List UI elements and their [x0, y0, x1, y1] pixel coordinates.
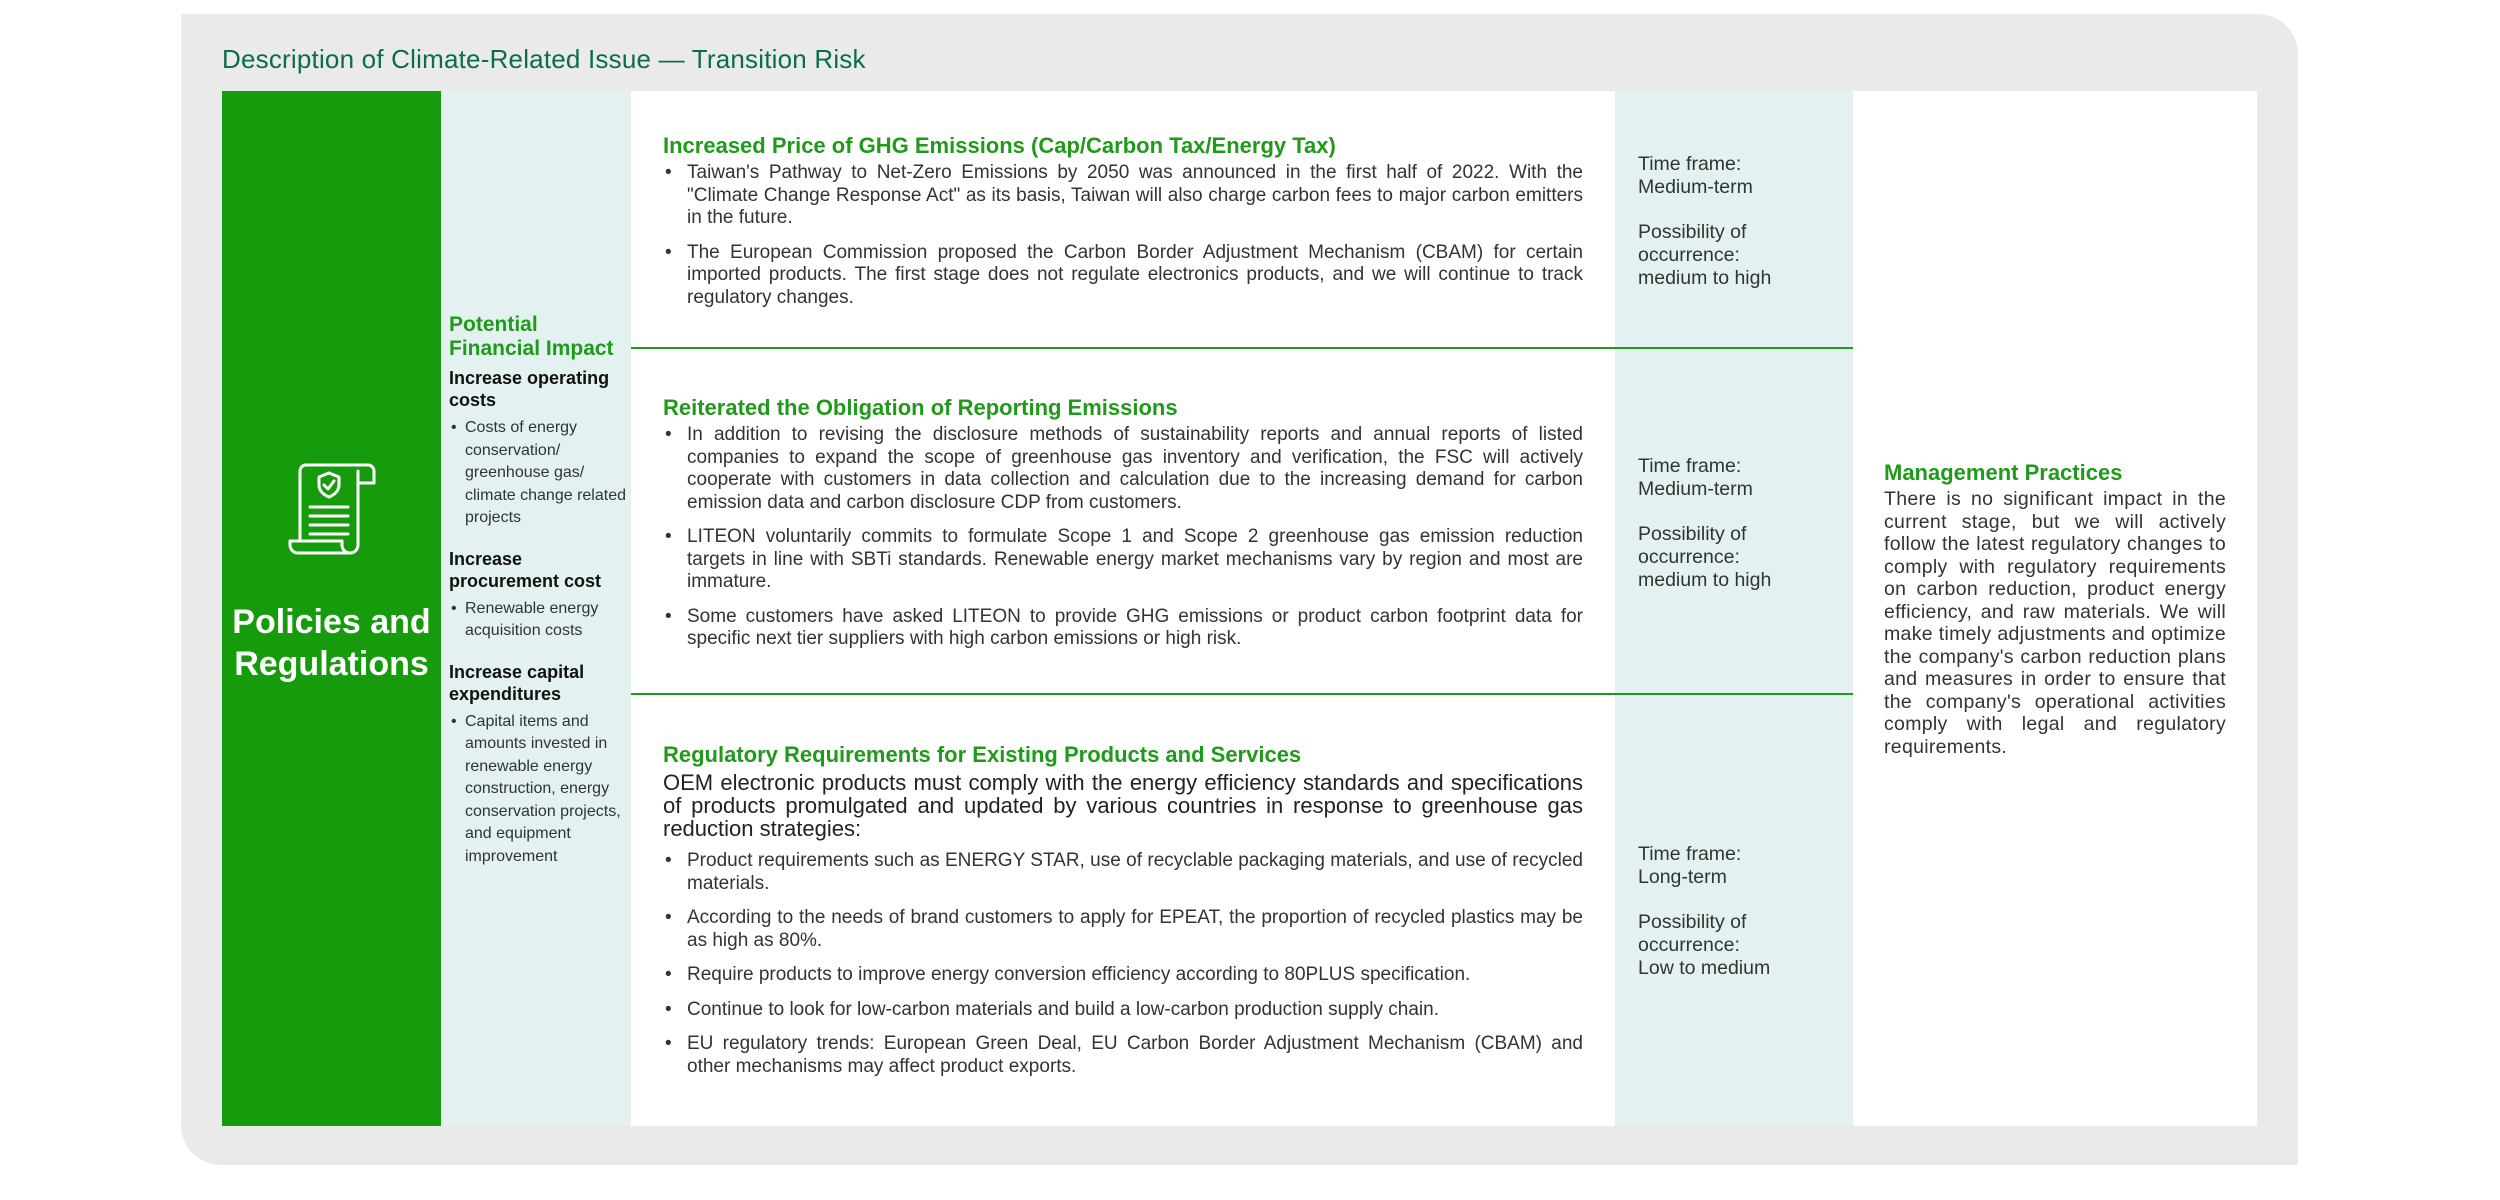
page-title: Description of Climate-Related Issue — Transition Risk — [222, 44, 866, 74]
time-frame-label: Time frame: — [1638, 843, 1742, 865]
impact-list — [449, 417, 627, 530]
risk-bullets — [663, 162, 1583, 309]
risk-bullet: • Some customers have asked LITEON to provide GHG emissions or product carbon footprint data for specific next tier suppliers with high carbon emissions or high risk. — [663, 606, 1583, 651]
time-frame-label: Time frame: — [1638, 455, 1742, 477]
risk-bullet: • According to the needs of brand customers to apply for EPEAT, the proportion of recycled plastics may be as high as 80%. — [663, 907, 1583, 952]
possibility-value: medium to high — [1638, 267, 1772, 289]
risk-block — [663, 133, 1583, 321]
category-label: Policies and Regulations — [232, 603, 431, 683]
possibility-label: Possibility of occurrence: — [1638, 911, 1747, 956]
risk-bullet: • EU regulatory trends: European Green Deal, EU Carbon Border Adjustment Mechanism (CBAM) and other mechanisms may affect product exports. — [663, 1033, 1583, 1078]
impact-item: • Renewable energy acquisition costs — [449, 598, 627, 643]
risk-timeframe — [1638, 153, 1838, 290]
time-frame-value: Medium-term — [1638, 478, 1753, 500]
management-title: Management Practices — [1884, 460, 2123, 485]
impact-column — [441, 91, 631, 1126]
risk-bullet: • Require products to improve energy conversion efficiency according to 80PLUS specification. — [663, 964, 1583, 987]
impact-group-title: Increase capital expenditures — [449, 661, 585, 704]
impact-group-title: Increase operating costs — [449, 368, 610, 410]
possibility-value: medium to high — [1638, 569, 1772, 591]
impact-group-title: Increase procurement cost — [449, 548, 602, 591]
row-divider — [631, 693, 1853, 695]
risk-bullet: • Continue to look for low-carbon materials and build a low-carbon production supply chain. — [663, 999, 1583, 1022]
risk-timeframe — [1638, 843, 1838, 980]
impact-item: • Capital items and amounts invested in renewable energy construction, energy conservation projects, and equipment improvement — [449, 711, 627, 869]
policy-document-shield-icon — [288, 461, 378, 557]
management-block — [1884, 460, 2226, 758]
risk-bullets — [663, 424, 1583, 651]
risk-bullet: • In addition to revising the disclosure methods of sustainability reports and annual reports of listed companies to expand the scope of greenhouse gas inventory and verification, the FSC will actively cooperate with customers in data collection and calculation due to the increasing demand for carbon emission data and carbon disclosure CDP from customers. — [663, 424, 1583, 514]
possibility-label: Possibility of occurrence: — [1638, 523, 1747, 568]
risk-block — [663, 742, 1583, 1090]
risk-bullets — [663, 850, 1583, 1078]
risk-title: Regulatory Requirements for Existing Products and Services — [663, 742, 1302, 767]
impact-heading: Potential Financial Impact — [449, 313, 614, 360]
time-frame-label: Time frame: — [1638, 153, 1742, 175]
risk-timeframe — [1638, 455, 1838, 592]
risk-intro: OEM electronic products must comply with the energy efficiency standards and specifications of products promulgated and updated by various countries in response to greenhouse gas reduction strategies: — [663, 770, 1583, 841]
risk-bullet: • Taiwan's Pathway to Net-Zero Emissions by 2050 was announced in the first half of 2022. With the "Climate Change Response Act" as its basis, Taiwan will also charge carbon fees to major carbon emitters in the future. — [663, 162, 1583, 230]
risk-block — [663, 395, 1583, 663]
possibility-value: Low to medium — [1638, 957, 1771, 979]
time-frame-value: Long-term — [1638, 866, 1727, 888]
risk-bullet: • Product requirements such as ENERGY STAR, use of recyclable packaging materials, and use of recycled materials. — [663, 850, 1583, 895]
risk-title: Increased Price of GHG Emissions (Cap/Carbon Tax/Energy Tax) — [663, 133, 1336, 158]
risk-bullet: • The European Commission proposed the Carbon Border Adjustment Mechanism (CBAM) for certain imported products. The first stage does not regulate electronics products, and we will continue to track regulatory changes. — [663, 242, 1583, 310]
impact-list — [449, 711, 627, 869]
category-column — [222, 91, 441, 1126]
row-divider — [631, 347, 1853, 349]
time-frame-value: Medium-term — [1638, 176, 1753, 198]
risk-title: Reiterated the Obligation of Reporting Emissions — [663, 395, 1178, 420]
possibility-label: Possibility of occurrence: — [1638, 221, 1747, 266]
management-text: There is no significant impact in the current stage, but we will actively follow the latest regulatory changes to comply with regulatory requirements on carbon reduction, product energy efficiency, and raw materials. We will make timely adjustments and optimize the company's carbon reduction plans and measures in order to ensure that the company's operational activities comply with legal and regulatory requirements. — [1884, 488, 2226, 758]
impact-item: • Costs of energy conservation/ greenhouse gas/ climate change related projects — [449, 417, 627, 530]
risk-bullet: • LITEON voluntarily commits to formulate Scope 1 and Scope 2 greenhouse gas emission reduction targets in line with SBTi standards. Renewable energy market mechanisms vary by region and most are immature. — [663, 526, 1583, 594]
impact-list — [449, 598, 627, 643]
